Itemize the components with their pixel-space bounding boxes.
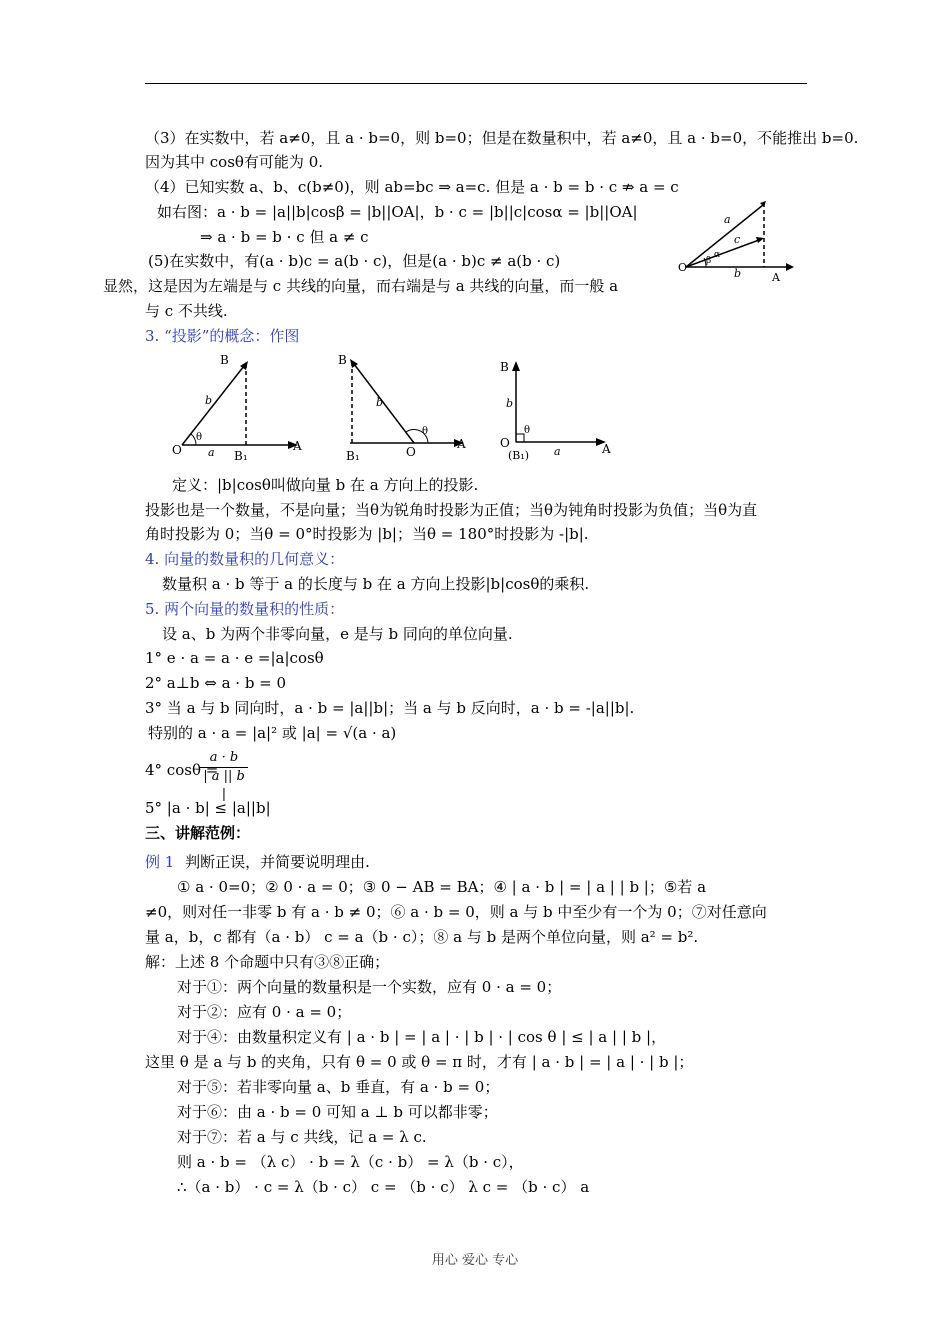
text-line: （4）已知实数 a、b、c(b≠0)，则 ab=bc ⇒ a=c. 但是 a · b = b · c ⇏ a = c (145, 178, 679, 196)
text-line: ⇒ a · b = b · c 但 a ≠ c (200, 228, 369, 246)
fig-label-O: O (172, 443, 182, 457)
text-line: （3）在实数中，若 a≠0，且 a · b=0，则 b=0；但是在数量积中，若 a≠0，且 a · b=0，不能推出 b=0. (145, 129, 859, 147)
example-label: 例 1 (145, 853, 175, 871)
fig-label-O: O (500, 436, 510, 450)
text-line: ∴（a · b） · c = λ（b · c） c = （b · c） λ c = （b · c） a (177, 1178, 590, 1196)
text-line: 量 a，b，c 都有（a · b） c = a（b · c）；⑧ a 与 b 是两个单位向量，则 a² = b². (145, 928, 699, 946)
fig-label-alpha: α (714, 250, 721, 260)
example-title: 判断正误，并简要说明理由. (185, 853, 370, 871)
text-line: 与 c 不共线. (145, 302, 228, 320)
text-line: 角时投影为 0；当θ = 0°时投影为 |b|；当θ = 180°时投影为 -|b|. (145, 525, 589, 543)
fig-label-A: A (772, 271, 780, 284)
text-line: 5° |a · b| ≤ |a||b| (145, 799, 271, 817)
text-line: (5)在实数中，有(a · b)c = a(b · c)，但是(a · b)c ≠ a(b · c) (148, 252, 561, 270)
text-line: 特别的 a · a = |a|² 或 |a| = √(a · a) (148, 724, 397, 742)
fig-label-b: b (734, 267, 742, 280)
fig-label-b: b (205, 394, 213, 407)
fig-label-A: A (457, 437, 466, 451)
fig-label-B1: B₁ (234, 449, 248, 463)
projection-figure-obtuse (336, 350, 476, 468)
cos-fraction (200, 749, 248, 804)
text-line: 定义：|b|cosθ叫做向量 b 在 a 方向上的投影. (172, 476, 479, 494)
text-line: 对于⑥：由 a · b = 0 可知 a ⊥ b 可以都非零； (177, 1103, 498, 1121)
text-line: 3° 当 a 与 b 同向时，a · b = |a||b|；当 a 与 b 反向时，a · b = -|a||b|. (145, 699, 635, 717)
fig-label-theta: θ (422, 426, 429, 437)
fig-label-b: b (376, 396, 384, 409)
fig-label-c: c (734, 233, 741, 246)
text-line: 1° e · a = a · e =|a|cosθ (145, 649, 324, 667)
section-heading: 5. 两个向量的数量积的性质： (145, 600, 345, 618)
text-line: 设 a、b 为两个非零向量，e 是与 b 同向的单位向量. (162, 625, 513, 643)
text-line: 对于⑤：若非零向量 a、b 垂直，有 a · b = 0； (177, 1078, 500, 1096)
fig-label-A: A (602, 442, 611, 456)
fraction-numerator: a · b (200, 749, 248, 768)
text-line: ≠0，则对任一非零 b 有 a · b ≠ 0；⑥ a · b = 0，则 a 与 b 中至少有一个为 0；⑦对任意向 (145, 903, 767, 921)
fig-label-theta: θ (524, 425, 531, 436)
text-line: 如右图：a · b = |a||b|cosβ = |b||OA|，b · c = |b||c|cosα = |b||OA| (157, 203, 638, 221)
fig-label-a: a (724, 213, 731, 226)
text-line: 对于⑦：若 a 与 c 共线，记 a = λ c. (177, 1128, 427, 1146)
fraction-denominator: | a || b | (203, 769, 245, 802)
fig-label-B1: (B₁) (508, 449, 530, 462)
text-line: 对于①：两个向量的数量积是一个实数，应有 0 · a = 0； (177, 978, 562, 996)
projection-figure-acute (170, 352, 310, 470)
fig-label-O: O (406, 445, 416, 459)
fig-label-B: B (500, 360, 509, 374)
text-line: 这里 θ 是 a 与 b 的夹角，只有 θ = 0 或 θ = π 时，才有 | a · b | = | a | · | b |； (145, 1053, 694, 1071)
vector-figure-top-right (676, 195, 796, 290)
projection-figure-right (498, 355, 628, 467)
fig-label-A: A (293, 439, 302, 453)
fig-label-a: a (208, 446, 215, 459)
text-line: 显然，这是因为左端是与 c 共线的向量，而右端是与 a 共线的向量，而一般 a (103, 277, 619, 295)
fig-label-a: a (554, 445, 561, 458)
text-line: ① a · 0=0；② 0 · a = 0；③ 0 − AB = BA；④ | a · b | = | a | | b |；⑤若 a (177, 878, 707, 896)
fig-label-B: B (220, 353, 229, 367)
example-heading (145, 852, 370, 872)
text-line: 数量积 a · b 等于 a 的长度与 b 在 a 方向上投影|b|cosθ的乘积. (162, 575, 590, 593)
section-heading: 4. 向量的数量积的几何意义： (145, 550, 345, 568)
text-line: 对于②：应有 0 · a = 0； (177, 1003, 352, 1021)
text-line: 解：上述 8 个命题中只有③⑧正确； (145, 953, 390, 971)
text-line: 4° cosθ = (145, 761, 219, 779)
fig-label-B: B (338, 353, 347, 367)
text-line: 投影也是一个数量，不是向量；当θ为锐角时投影为正值；当θ为钝角时投影为负值；当θ为直 (145, 501, 758, 519)
text-line: 对于④：由数量积定义有 | a · b | = | a | · | b | · | cos θ | ≤ | a | | b |， (177, 1028, 667, 1046)
text-line: 2° a⊥b ⇔ a · b = 0 (145, 674, 287, 692)
section-heading: 3. “投影”的概念：作图 (145, 327, 300, 345)
fig-label-theta: θ (196, 432, 203, 443)
fig-label-b: b (506, 397, 514, 410)
page-footer: 用心 爱心 专心 (431, 1253, 519, 1268)
header-rule (145, 83, 807, 84)
text-line: 则 a · b = （λ c） · b = λ（c · b） = λ（b · c）， (177, 1153, 524, 1171)
text-line: 因为其中 cosθ有可能为 0. (145, 153, 324, 171)
fig-label-O: O (678, 261, 688, 274)
fig-label-B1: B₁ (346, 449, 360, 463)
section-heading: 三、讲解范例： (145, 824, 251, 842)
fig-label-beta: β (706, 256, 712, 266)
